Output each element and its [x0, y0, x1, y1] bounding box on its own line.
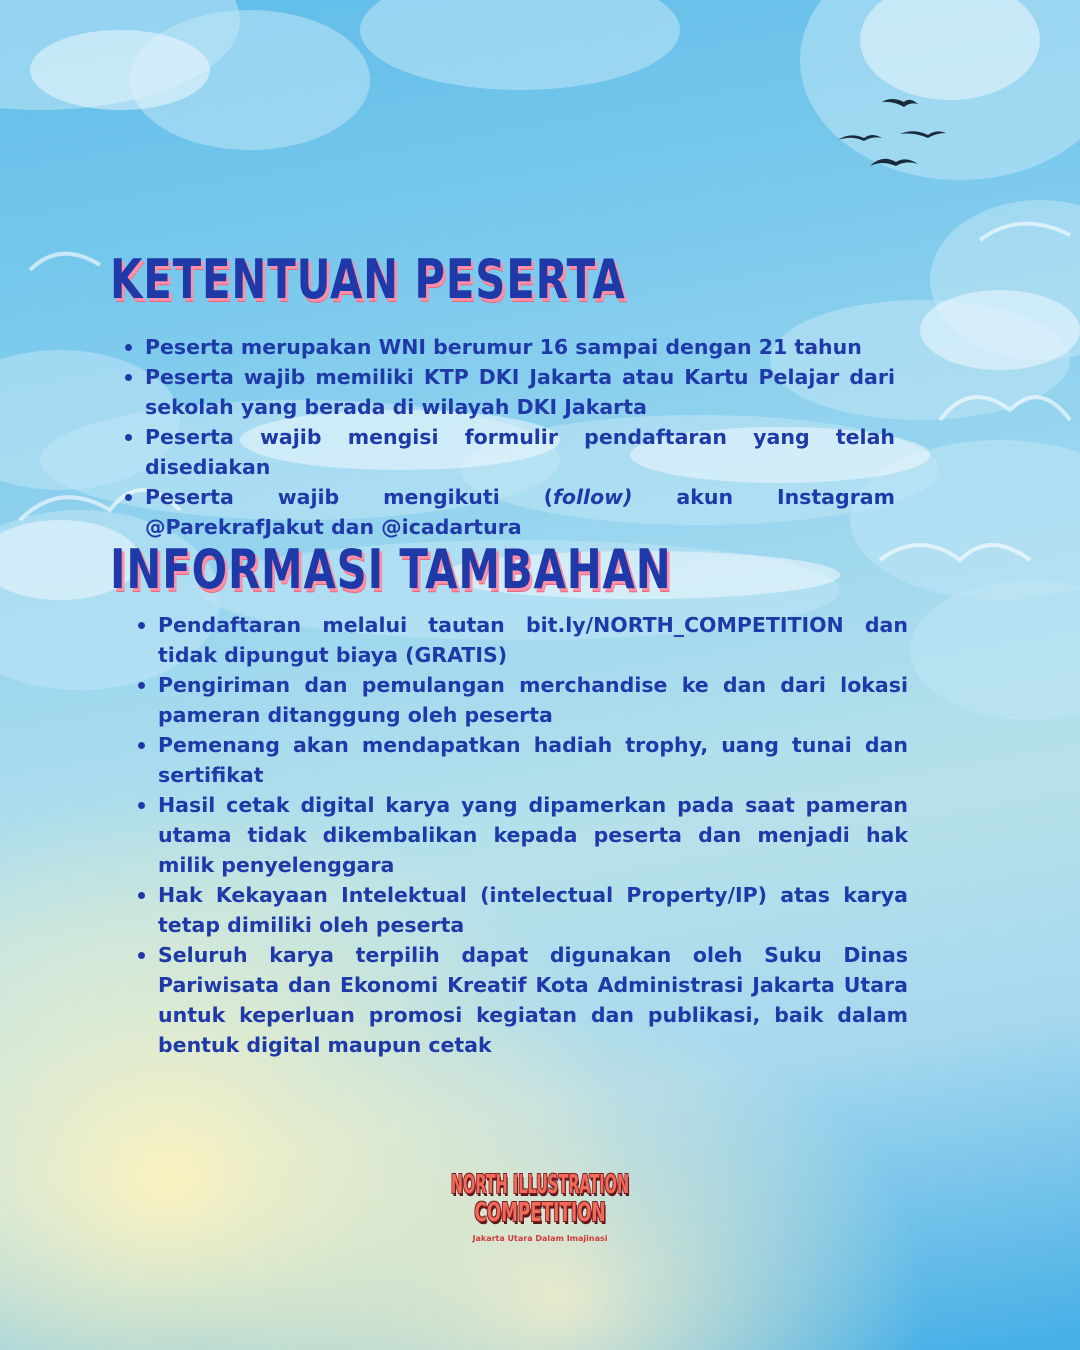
competition-logo — [440, 1172, 640, 1252]
section-title-ketentuan: KETENTUAN PESERTA — [110, 248, 626, 311]
list-item: Peserta wajib mengisi formulir pendaftaran yang telah disediakan — [145, 422, 895, 482]
birds-icon — [830, 90, 970, 180]
list-item: Peserta merupakan WNI berumur 16 sampai dengan 21 tahun — [145, 332, 895, 362]
list-item-text: Peserta wajib mengikuti ( — [145, 485, 554, 509]
ketentuan-list — [145, 332, 895, 542]
list-item: Pengiriman dan pemulangan merchandise ke dan dari lokasi pameran ditanggung oleh peserta — [158, 670, 908, 730]
list-item-text: akun Instagram @ParekrafJakut dan @icadartura — [145, 485, 895, 539]
list-item: Peserta wajib memiliki KTP DKI Jakarta atau Kartu Pelajar dari sekolah yang berada di wilayah DKI Jakarta — [145, 362, 895, 422]
list-item: Seluruh karya terpilih dapat digunakan oleh Suku Dinas Pariwisata dan Ekonomi Kreatif Kota Administrasi Jakarta Utara untuk keperluan promosi kegiatan dan publikasi, baik dalam bentuk digital maupun cetak — [158, 940, 908, 1060]
logo-text-line1: NORTH ILLUSTRATION — [450, 1170, 630, 1200]
section-title-informasi: INFORMASI TAMBAHAN — [110, 538, 672, 601]
logo-tagline: Jakarta Utara Dalam Imajinasi — [472, 1234, 608, 1243]
list-item: Pendaftaran melalui tautan bit.ly/NORTH_COMPETITION dan tidak dipungut biaya (GRATIS) — [158, 610, 908, 670]
list-item: Hak Kekayaan Intelektual (intelectual Property/IP) atas karya tetap dimiliki oleh peserta — [158, 880, 908, 940]
list-item: Pemenang akan mendapatkan hadiah trophy, uang tunai dan sertifikat — [158, 730, 908, 790]
logo-text-line2: COMPETITION — [474, 1198, 606, 1228]
informasi-list — [158, 610, 908, 1060]
list-item-italic-text: follow) — [553, 485, 633, 509]
list-item — [145, 482, 895, 542]
list-item: Hasil cetak digital karya yang dipamerkan pada saat pameran utama tidak dikembalikan kepada peserta dan menjadi hak milik penyelenggara — [158, 790, 908, 880]
